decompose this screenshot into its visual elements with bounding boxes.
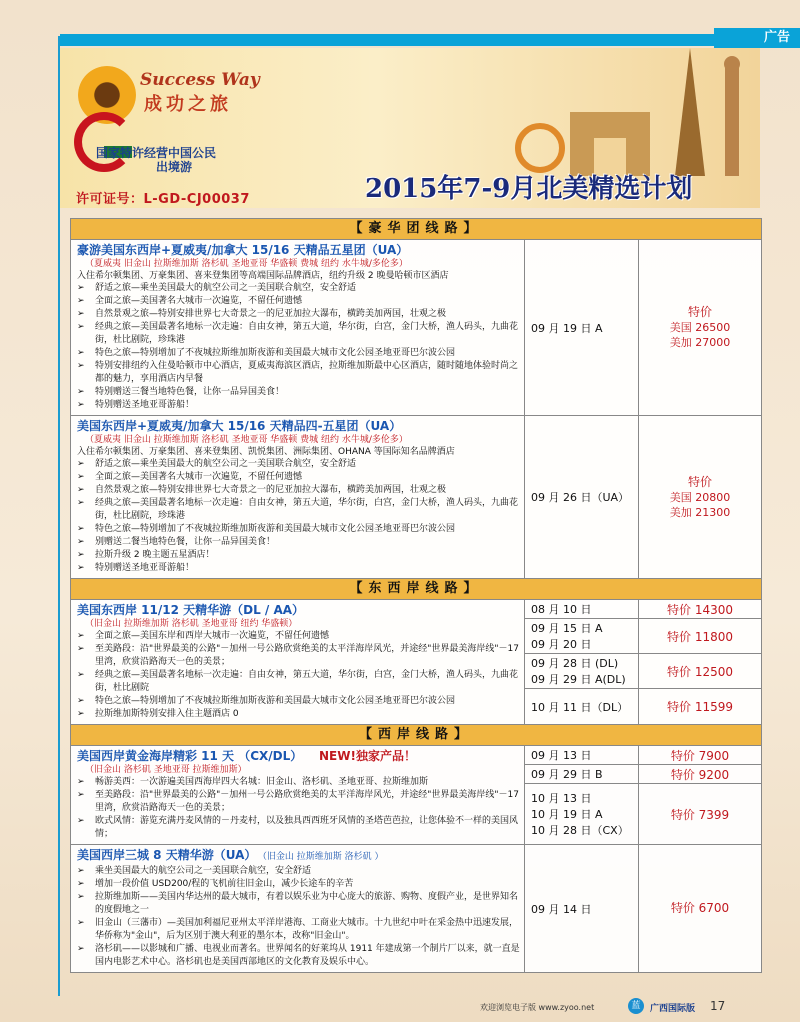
- tour-description: [71, 746, 525, 844]
- tour-hotel: 入住希尔顿集团、万豪集团、喜来登集团等高端国际品牌酒店，纽约升级 2 晚曼哈顿市区酒店: [77, 271, 449, 281]
- feature-item: ➢ 拉斯升级 2 晚主题五星酒店！: [77, 549, 520, 562]
- price-us: 美国 26500: [669, 321, 731, 334]
- feature-item: ➢ 自然景观之旅—特别安排世界七大奇景之一的尼亚加拉大瀑布，横跨美加两国，壮观之极: [77, 484, 520, 497]
- departure-date: 10 月 11 日（DL）: [531, 700, 629, 714]
- tour-cities: （旧金山 洛杉矶 圣地亚哥 拉斯维加斯）: [85, 765, 247, 775]
- departure-date-group: [525, 619, 638, 654]
- departure-date: 09 月 26 日（UA）: [531, 491, 630, 504]
- price-us-canada: 美加 21300: [669, 505, 731, 519]
- tour-dates: [525, 240, 639, 415]
- feature-item: ➢ 特别安排纽约入住曼哈顿市中心酒店，夏威夷海滨区酒店，拉斯维加斯最中心区酒店，随时随地体验时尚之都的魅力，享用酒店内早餐: [77, 360, 520, 386]
- departure-date: 10 月 28 日（CX）: [531, 824, 629, 837]
- landmarks-illustration: [500, 48, 760, 176]
- tour-row: [71, 845, 761, 972]
- tour-prices: [639, 240, 761, 415]
- tour-description: [71, 845, 525, 972]
- price: 特价 7900: [639, 746, 761, 765]
- departure-date: 09 月 14 日: [531, 902, 592, 916]
- ad-badge: 广告: [714, 28, 800, 48]
- section-west: 【西岸线路】: [71, 725, 761, 746]
- price: 特价 6700: [670, 901, 730, 915]
- price-block: [670, 305, 731, 350]
- tour-title: 美国东西岸+夏威夷/加拿大 15/16 天精品四-五星团（UA）: [77, 419, 402, 433]
- feature-item: ➢ 特色之旅—特别增加了不夜城拉斯维加斯夜游和美国最大城市文化公园圣地亚哥巴尔波公园: [77, 695, 520, 708]
- section-east-west: 【东西岸线路】: [71, 579, 761, 600]
- footer-brand: 广西国际版: [650, 1004, 696, 1014]
- feature-list: [77, 630, 520, 721]
- tour-row: [71, 416, 761, 579]
- tour-dates: [525, 845, 639, 972]
- statue-of-liberty-icon: [725, 68, 739, 176]
- feature-item: ➢ 洛杉矶——以影城和广播、电视业而著名。世界闻名的好莱坞从 1911 年建成第一个制片厂以来，就一直是国内电影艺术中心。洛杉矶也是美国西部地区的文化教育及娱乐中心。: [77, 943, 520, 969]
- departure-date: 09 月 29 日 A(DL): [531, 673, 626, 686]
- tour-title: [77, 748, 520, 764]
- feature-item: ➢ 经典之旅—美国最著名地标一次走遍：自由女神，第五大道，华尔街，白宫，金门大桥，渔人码头，九曲花街，杜比剧院，珍珠港: [77, 497, 520, 523]
- tour-prices: [639, 746, 761, 844]
- tour-description: [71, 416, 525, 578]
- tour-prices: [639, 600, 761, 724]
- feature-item: ➢ 特别赠送圣地亚哥游船！: [77, 399, 520, 412]
- feature-item: ➢ 拉斯维加斯特别安排入住主题酒店 0: [77, 708, 520, 721]
- price-label: 特价: [687, 305, 712, 319]
- feature-item: ➢ 畅游美西：一次游遍美国西海岸四大名城：旧金山、洛杉矶、圣地亚哥、拉斯维加斯: [77, 776, 520, 789]
- feature-item: ➢ 经典之旅—美国最著名地标一次走遍：自由女神，第五大道，华尔街，白宫，金门大桥，渔人码头，九曲花街，杜比剧院，珍珠港: [77, 321, 520, 347]
- departure-date: 10 月 19 日 A: [531, 808, 603, 821]
- tour-description: [71, 240, 525, 415]
- feature-item: ➢ 增加一段价值 USD200/程的飞机前往旧金山，减少长途车的辛苦: [77, 878, 520, 891]
- decorative-swirl-icon: [518, 126, 562, 170]
- price-label: 特价: [687, 474, 712, 489]
- price-us-canada: 美加 27000: [669, 336, 731, 349]
- tour-prices: [639, 845, 761, 972]
- feature-list: [77, 282, 520, 412]
- feature-item: ➢ 拉斯维加斯——美国内华达州的最大城市，有着以娱乐业为中心庞大的旅游、购物、度假产业，是世界知名的度假地之一: [77, 891, 520, 917]
- departure-date: 09 月 19 日 A: [531, 321, 603, 335]
- feature-item: ➢ 特别赠送圣地亚哥游船！: [77, 562, 520, 575]
- feature-item: ➢ 全面之旅—美国著名大城市一次遍览，不留任何遗憾: [77, 295, 520, 308]
- feature-item: ➢ 舒适之旅—乘坐美国最大的航空公司之一美国联合航空，安全舒适: [77, 458, 520, 471]
- new-badge: NEW!独家产品！: [319, 749, 416, 763]
- feature-item: ➢ 全面之旅—美国东岸和西岸大城市一次遍览，不留任何遗憾: [77, 630, 520, 643]
- tour-title-text: 美国西岸黄金海岸精彩 11 天 （CX/DL）: [77, 749, 303, 763]
- tour-cities: （夏威夷 旧金山 拉斯维加斯 洛杉矶 圣地亚哥 华盛顿 费城 纽约 水牛城/多伦多）: [85, 259, 408, 269]
- price-us: 美国 20800: [669, 490, 731, 504]
- feature-item: ➢ 特别赠送三餐当地特色餐，让你一品异国美食！: [77, 386, 520, 399]
- departure-date: 09 月 20 日: [531, 638, 592, 651]
- price-block: [670, 475, 731, 520]
- feature-item: ➢ 至美路段：沿"世界最美的公路"－加州一号公路欣赏绝美的太平洋海岸风光，并途经"世界最美海岸线"－17 里湾，欣赏沿路海天一色的美景；: [77, 643, 520, 669]
- tour-dates: [525, 416, 639, 578]
- feature-list: [77, 458, 520, 575]
- tour-title: 美国东西岸 11/12 天精华游（DL / AA）: [77, 603, 305, 617]
- ad-bar: [60, 34, 800, 46]
- departure-date: 10 月 13 日: [531, 792, 592, 805]
- footer-website: 欢迎浏览电子版 www.zyoo.net: [480, 1003, 595, 1012]
- eiffel-tower-icon: [675, 48, 705, 176]
- departure-date-group: [525, 784, 638, 844]
- feature-item: ➢ 全面之旅—美国著名大城市一次遍览，不留任何遗憾: [77, 471, 520, 484]
- tour-hotel: 入住希尔顿集团、万豪集团、喜来登集团、凯悦集团、洲际集团、OHANA 等国际知名品牌酒店: [77, 447, 455, 457]
- brand-cn: 成功之旅: [144, 94, 232, 115]
- departure-date: 09 月 15 日 A: [531, 622, 603, 635]
- feature-list: [77, 865, 520, 969]
- tour-prices: [639, 416, 761, 578]
- tour-table: [70, 218, 762, 973]
- departure-date: 09 月 29 日 B: [525, 765, 638, 784]
- logo-ring-icon: [74, 112, 134, 172]
- departure-date-group: [525, 654, 638, 689]
- feature-item: ➢ 特色之旅—特别增加了不夜城拉斯维加斯夜游和美国最大城市文化公园圣地亚哥巴尔波公园: [77, 347, 520, 360]
- feature-item: ➢ 欧式风情：游览充满丹麦风情的－丹麦村，以及独具西西班牙风情的圣塔芭芭拉，让您体验不一样的美国风情；: [77, 815, 520, 841]
- departure-date: 08 月 10 日: [525, 600, 638, 619]
- tour-dates: [525, 600, 639, 724]
- gov-line2: 出境游: [156, 160, 193, 174]
- tour-dates: [525, 746, 639, 844]
- tour-row: [71, 600, 761, 725]
- tour-title: [77, 847, 520, 865]
- price: 特价 9200: [639, 765, 761, 784]
- departure-date: 09 月 28 日 (DL): [531, 657, 619, 670]
- departure-date: 09 月 13 日: [525, 746, 638, 765]
- price: 特价 12500: [639, 654, 761, 689]
- gov-line1: 国家特许经营中国公民: [96, 146, 217, 160]
- feature-item: ➢ 旧金山（三藩市）—美国加利福尼亚州太平洋岸港海、工商业大城市。十九世纪中叶在采金热中迅速发展，华侨称为"金山"，后为区别于澳大利亚的墨尔本，改称"旧金山"。: [77, 917, 520, 943]
- section-luxury: 【豪华团线路】: [71, 219, 761, 240]
- tour-row: [71, 746, 761, 845]
- price: 特价 7399: [670, 807, 730, 822]
- license-number: 许可证号：L-GD-CJ00037: [76, 192, 250, 207]
- feature-item: ➢ 舒适之旅—乘坐美国最大的航空公司之一美国联合航空，安全舒适: [77, 282, 520, 295]
- tour-title-text: 美国西岸三城 8 天精华游（UA）: [77, 848, 257, 862]
- feature-item: ➢ 别赠送二餐当地特色餐，让你一品异国美食！: [77, 536, 520, 549]
- feature-item: ➢ 自然景观之旅—特别安排世界七大奇景之一的尼亚加拉大瀑布，横跨美加两国，壮观之极: [77, 308, 520, 321]
- tour-description: [71, 600, 525, 724]
- feature-item: ➢ 经典之旅—美国最著名地标一次走遍：自由女神，第五大道，华尔街，白宫，金门大桥，渔人码头，九曲花街，杜比剧院: [77, 669, 520, 695]
- feature-item: ➢ 特色之旅—特别增加了不夜城拉斯维加斯夜游和美国最大城市文化公园圣地亚哥巴尔波公园: [77, 523, 520, 536]
- tour-row: [71, 240, 761, 416]
- tour-cities: （旧金山 拉斯维加斯 洛杉矶 圣地亚哥 纽约 华盛顿）: [85, 619, 298, 629]
- page-title: 2015年7-9月北美精选计划: [365, 174, 693, 204]
- price: 特价 11800: [639, 619, 761, 654]
- page-number: 17: [710, 999, 726, 1013]
- price: 特价 11599: [667, 700, 733, 714]
- tour-cities-inline: （旧金山 拉斯维加斯 洛杉矶 ）: [262, 852, 384, 862]
- tour-cities: （夏威夷 旧金山 拉斯维加斯 洛杉矶 圣地亚哥 华盛顿 费城 纽约 水牛城/多伦多）: [85, 435, 408, 445]
- feature-item: ➢ 至美路段：沿"世界最美的公路"－加州一号公路欣赏绝美的太平洋海岸风光，并途经"世界最美海岸线"－17 里湾，欣赏沿路海天一色的美景；: [77, 789, 520, 815]
- price: 特价 14300: [639, 600, 761, 619]
- feature-list: [77, 776, 520, 841]
- footer-logo-icon: 蓝: [628, 998, 644, 1014]
- feature-item: ➢ 乘坐美国最大的航空公司之一美国联合航空，安全舒适: [77, 865, 520, 878]
- page-header: [60, 48, 760, 208]
- brand-en: Success Way: [140, 70, 260, 90]
- tour-title: 豪游美国东西岸+夏威夷/加拿大 15/16 天精品五星团（UA）: [77, 243, 409, 257]
